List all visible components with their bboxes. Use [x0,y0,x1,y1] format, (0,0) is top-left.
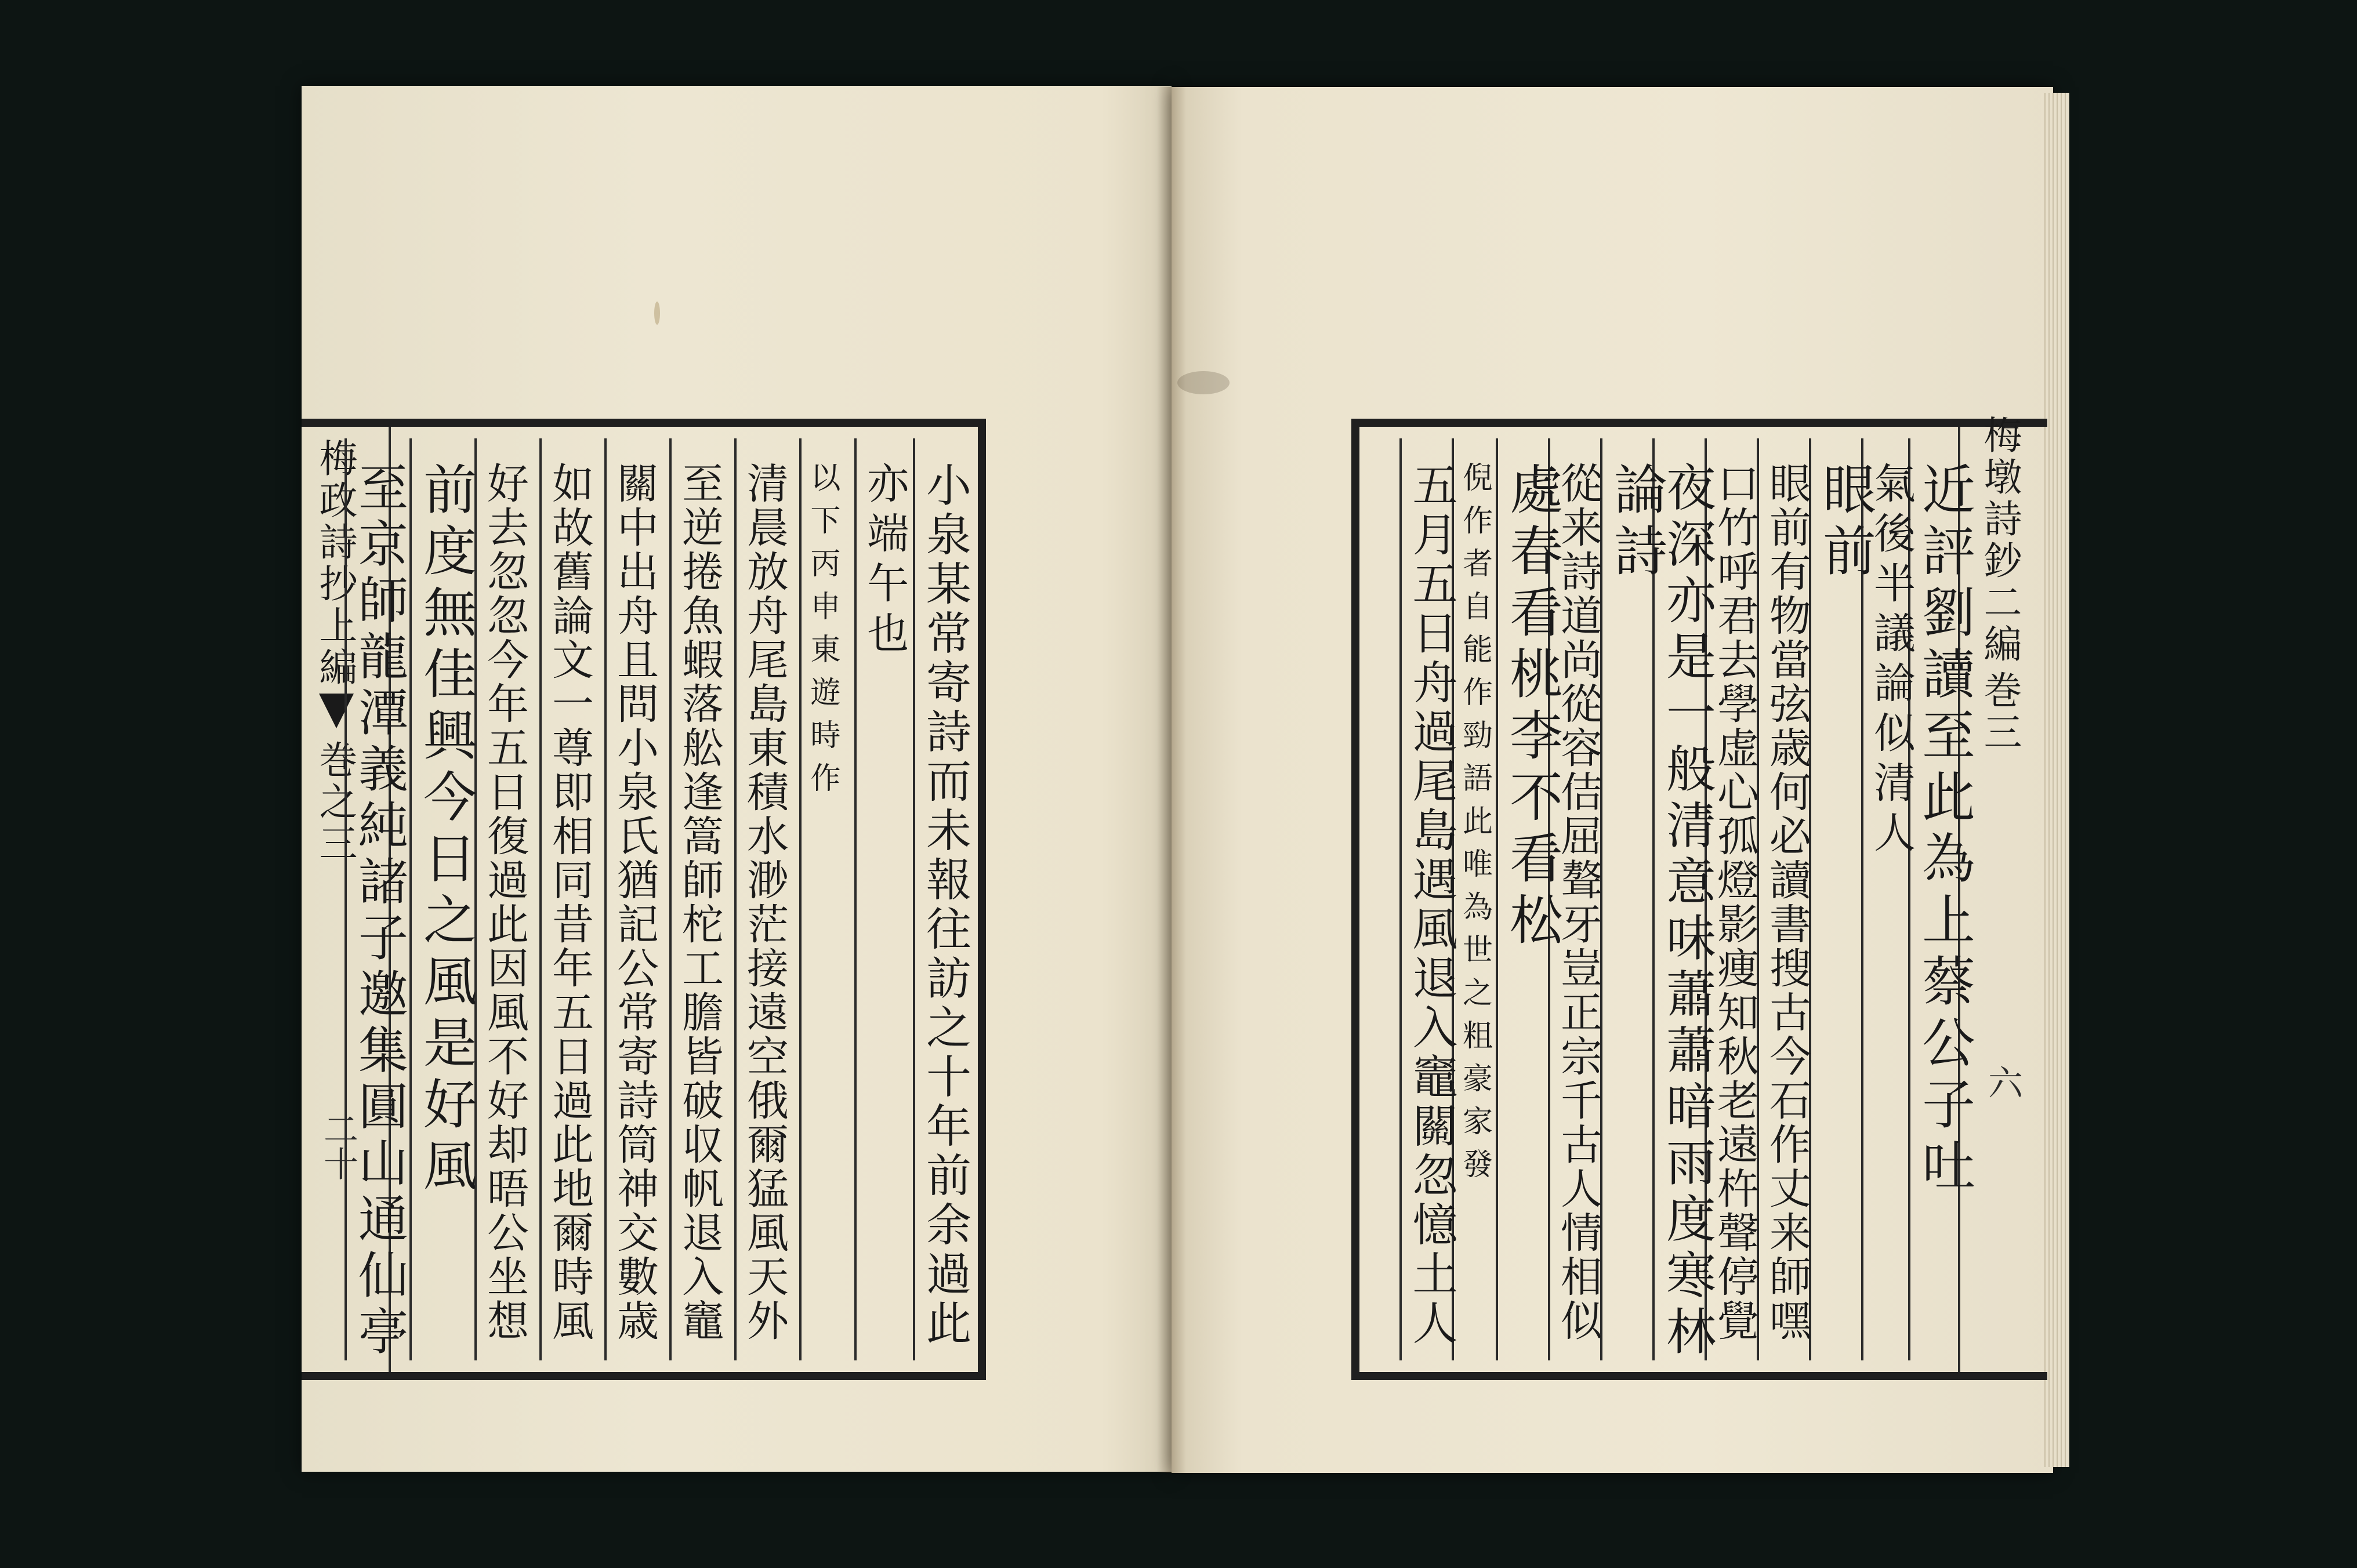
right-page-column [1399,438,1457,1360]
book-gutter [1157,87,1186,1473]
column-text: 眼前 [1814,462,1876,585]
right-text-frame [1351,415,2047,1380]
column-text: 五月五日舟過尾島遇風退入竈關忽憶土人 [1405,462,1457,1349]
column-text: 倪作者自能作勁語此唯為世之粗豪家發 [1457,462,1492,1191]
left-page-column [539,438,604,1360]
left-text-frame [302,419,986,1380]
paper-stain [1177,371,1230,394]
paper-stain [654,302,660,325]
column-text: 小泉某常寄詩而未報往訪之十年前余過此 [919,462,971,1349]
right-page-column [1809,438,1876,1360]
column-text: 眼前有物當弦歳何必讀書搜古今石作丈来師嘿 [1763,462,1811,1343]
column-text: 關中出舟且問小泉氏猶記公常寄詩筒神交數歳 [610,462,659,1343]
left-page-column [474,438,539,1360]
column-text: 好去忽忽今年五日復過此因風不好却晤公坐想 [480,462,529,1343]
column-text: 清晨放舟尾島東積水渺茫接遠空俄爾猛風天外 [740,462,789,1343]
hashira-volume: 巻之三 [313,740,357,865]
hashira-volume: 巻三 [1977,670,2022,754]
column-text: 氣後半議論似清人 [1867,462,1916,861]
column-text: 夜深亦是一般清意味蕭蕭暗雨度寒林 [1658,462,1716,1362]
column-text: 至京師龍潭義純諸子邀集圓山通仙亭 [350,462,408,1362]
right-page-column [1452,438,1496,1360]
column-text: 以下丙申東遊時作 [805,462,840,805]
column-text: 近評劉讀至此為上蔡公子吐 [1913,462,1975,1199]
right-page-column [1600,438,1667,1360]
column-text: 處春看桃李不看松 [1501,462,1563,953]
column-text: 前度無佳興今日之風是好風 [415,462,477,1199]
page-number: 二十 [318,1111,358,1181]
column-text: 論詩 [1605,462,1667,585]
left-page-column [409,438,477,1360]
column-text: 如故舊論文一尊即相同昔年五日過此地爾時風 [545,462,594,1343]
column-text: 亦端午也 [860,462,909,661]
page-number: 六 [1982,1065,2023,1099]
left-page-column [345,438,409,1360]
column-text: 從来詩道尚從容佶屈聱牙豈正宗千古人情相似 [1554,462,1602,1343]
left-page-column [913,438,978,1360]
left-page-column [854,438,913,1360]
right-page-column [1908,438,1975,1360]
hashira-title: 梅政詩抄上編 [313,438,357,689]
right-page-column [1757,438,1809,1360]
column-text: 至逆捲魚蝦落舩逢篙師柁工膽皆破収帆退入竈 [675,462,724,1343]
left-page-column [604,438,669,1360]
left-page-column [799,438,854,1360]
column-text: 口竹呼君去學虚心孤燈影痩知秋老遠杵聲停覺 [1710,462,1759,1343]
left-page-column [734,438,799,1360]
hashira-title: 梅墩詩鈔二編 [1977,415,2022,666]
right-page-column [1496,438,1563,1360]
left-page-column [669,438,734,1360]
